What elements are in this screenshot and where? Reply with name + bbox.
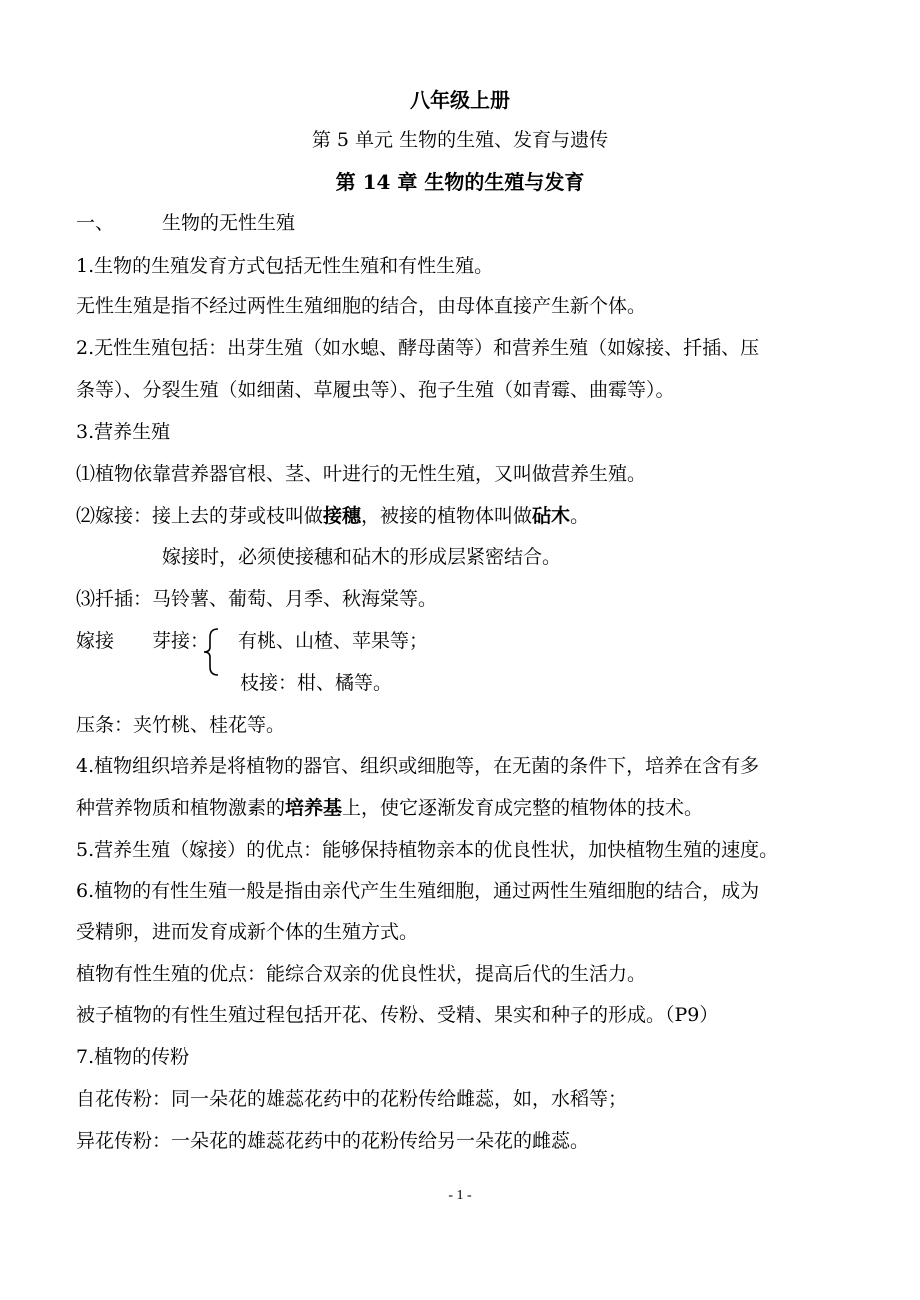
paragraph: ⑴植物依靠营养器官根、茎、叶进行的无性生殖，又叫做营养生殖。 — [76, 463, 647, 485]
paragraph: ⑶扦插：马铃薯、葡萄、月季、秋海棠等。 — [76, 588, 438, 610]
graft-bud-label: 芽接： — [152, 630, 210, 652]
graft-branch-items: 枝接：柑、橘等。 — [240, 672, 393, 694]
graft-label: 嫁接 — [76, 630, 115, 652]
paragraph: 条等）、分裂生殖（如细菌、草履虫等）、孢子生殖（如青霉、曲霉等）。 — [76, 379, 675, 401]
doc-title: 八年级上册 — [410, 88, 510, 112]
unit-heading: 第 5 单元 生物的生殖、发育与遗传 — [311, 129, 609, 151]
paragraph-culture: 种营养物质和植物激素的培养基上，使它逐渐发育成完整的植物体的技术。 — [76, 797, 704, 819]
section-title: 生物的无性生殖 — [162, 212, 296, 234]
section-number: 一、 — [76, 212, 115, 234]
section-heading — [76, 209, 860, 237]
paragraph: 被子植物的有性生殖过程包括开花、传粉、受精、果实和种子的形成。（P9） — [76, 1004, 719, 1026]
paragraph: 1.生物的生殖发育方式包括无性生殖和有性生殖。 — [76, 255, 494, 277]
paragraph: 压条：夹竹桃、桂花等。 — [76, 714, 286, 736]
paragraph: 自花传粉：同一朵花的雄蕊花药中的花粉传给雌蕊，如，水稻等； — [76, 1088, 628, 1110]
page-number: - 1 - — [448, 1188, 472, 1203]
paragraph: 7.植物的传粉 — [76, 1046, 190, 1068]
paragraph: 无性生殖是指不经过两性生殖细胞的结合，由母体直接产生新个体。 — [76, 295, 647, 317]
term-rootstock: 砧木 — [532, 505, 571, 527]
term-scion: 接穗 — [323, 505, 362, 527]
curly-brace-icon — [200, 627, 222, 677]
graft-bud-items: 有桃、山楂、苹果等； — [238, 630, 429, 652]
paragraph-grafting: ⑵嫁接：接上去的芽或枝叫做接穗，被接的植物体叫做砧木。 — [76, 505, 590, 527]
paragraph: 5.营养生殖（嫁接）的优点：能够保持植物亲本的优良性状，加快植物生殖的速度。 — [76, 839, 779, 861]
paragraph: 植物有性生殖的优点：能综合双亲的优良性状，提高后代的生活力。 — [76, 963, 647, 985]
paragraph: 异花传粉：一朵花的雄蕊花药中的花粉传给另一朵花的雌蕊。 — [76, 1130, 590, 1152]
paragraph: 2.无性生殖包括：出芽生殖（如水螅、酵母菌等）和营养生殖（如嫁接、扦插、压 — [76, 337, 760, 359]
chapter-heading: 第 14 章 生物的生殖与发育 — [335, 170, 585, 194]
term-medium: 培养基 — [285, 797, 343, 819]
paragraph: 6.植物的有性生殖一般是指由亲代产生生殖细胞，通过两性生殖细胞的结合，成为 — [76, 880, 760, 902]
paragraph-indented: 嫁接时，必须使接穗和砧木的形成层紧密结合。 — [162, 546, 562, 568]
paragraph: 4.植物组织培养是将植物的器官、组织或细胞等，在无菌的条件下，培养在含有多 — [76, 755, 760, 777]
paragraph: 3.营养生殖 — [76, 421, 171, 443]
paragraph: 受精卵，进而发育成新个体的生殖方式。 — [76, 921, 419, 943]
